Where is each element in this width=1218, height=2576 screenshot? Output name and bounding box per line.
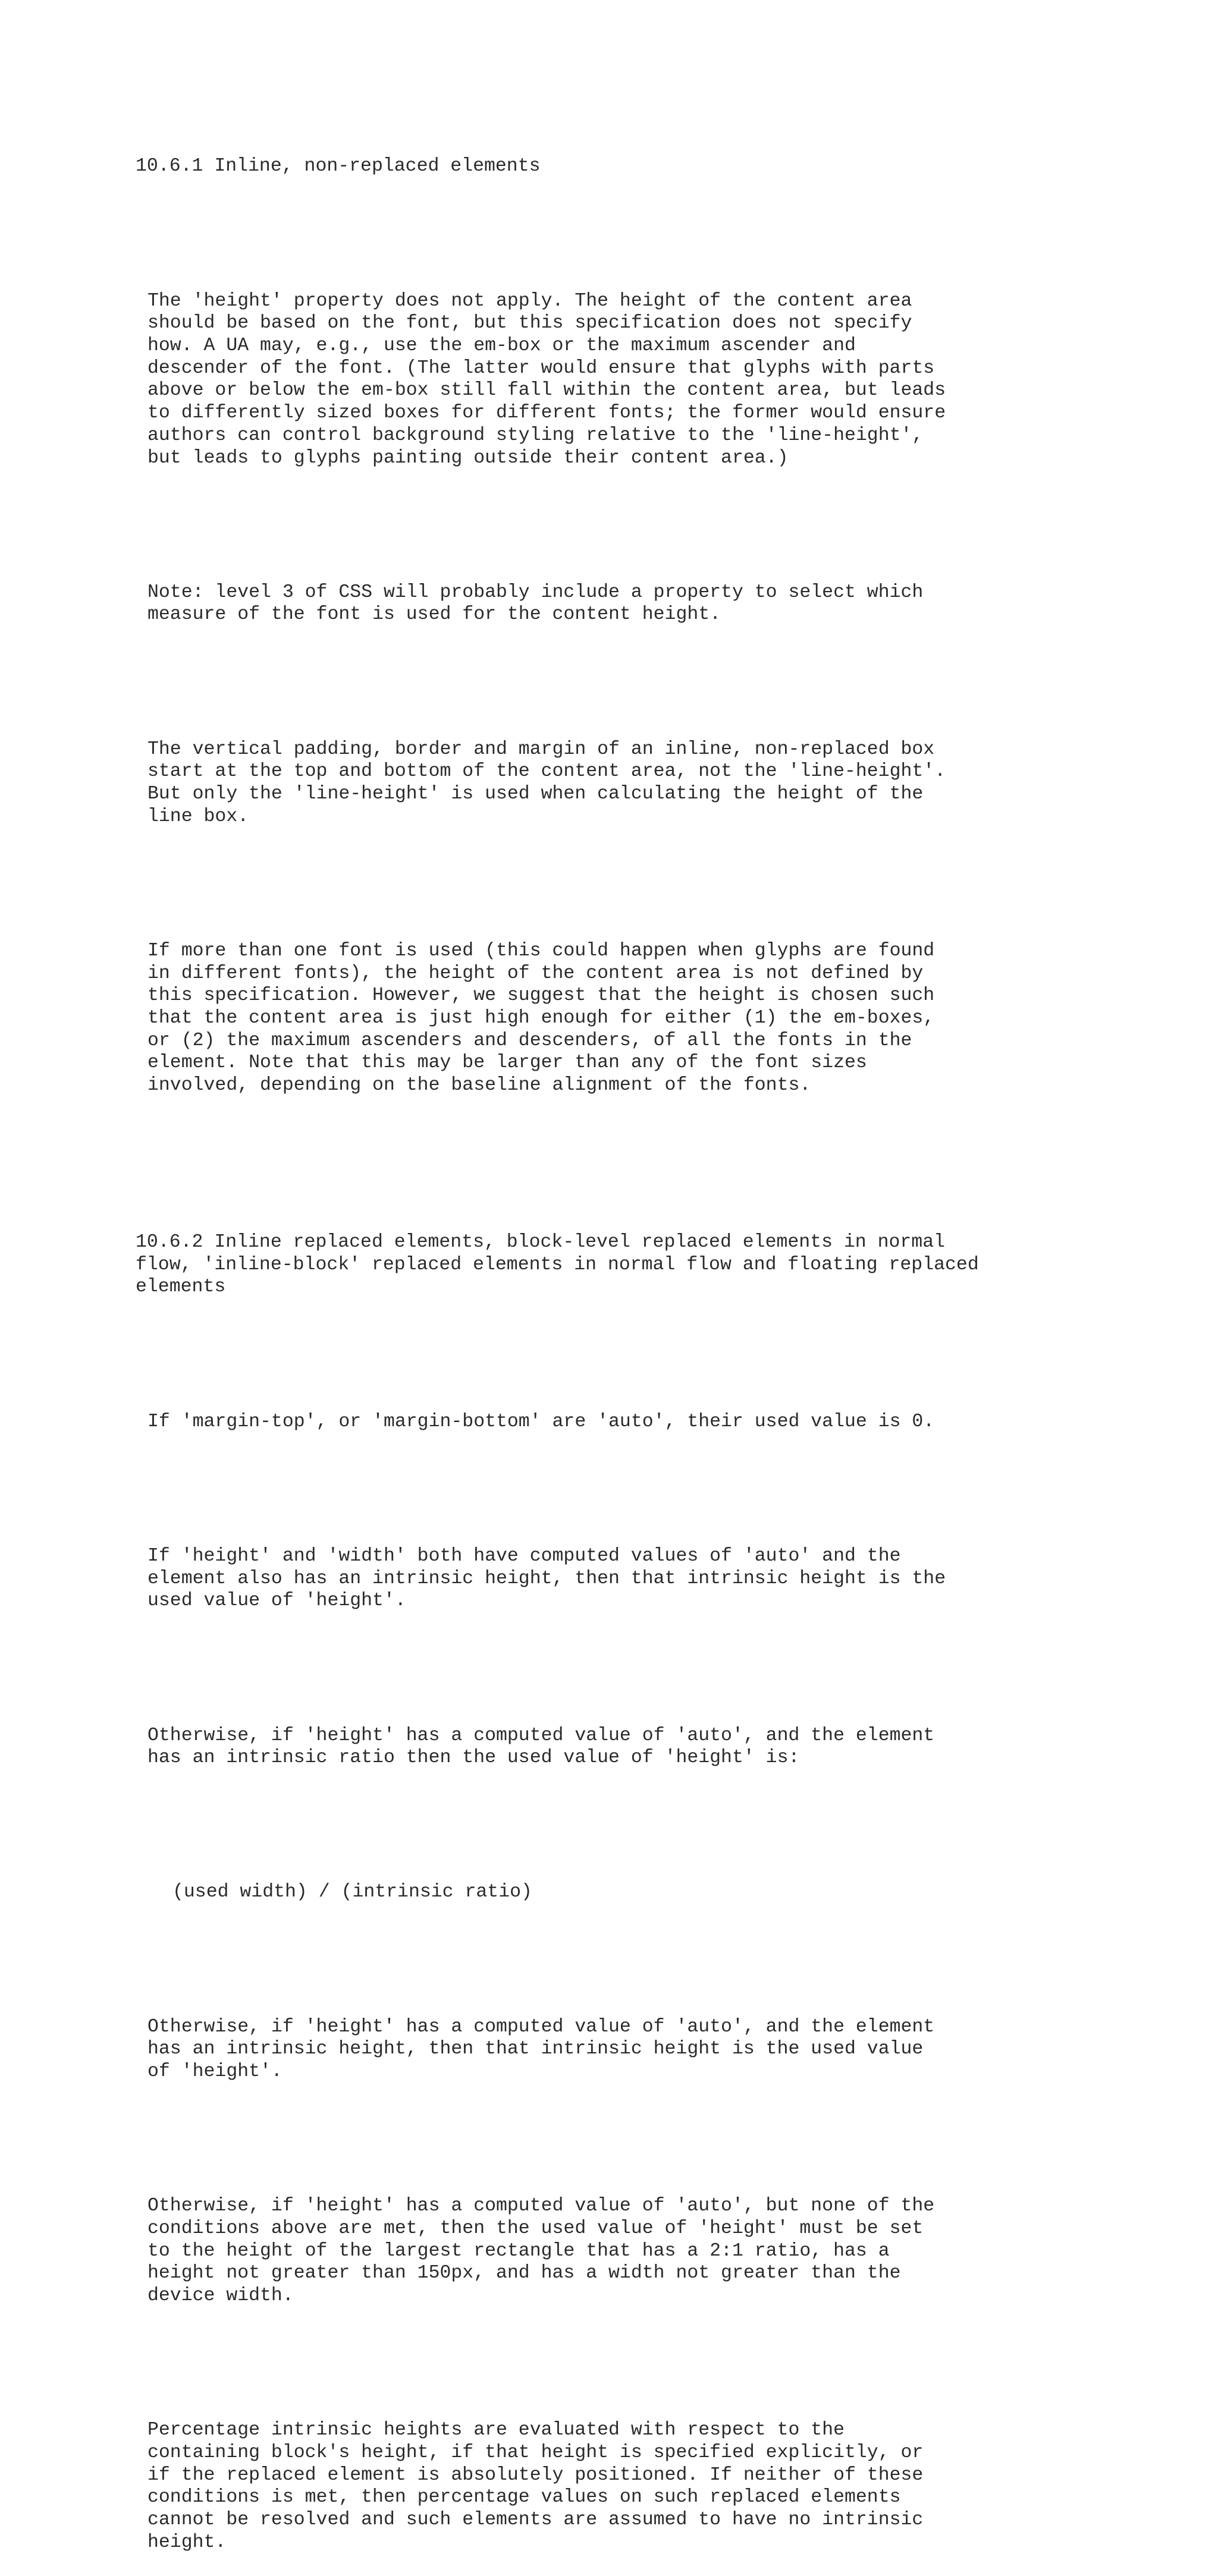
spacer [136,1344,1206,1366]
spacer [136,2352,1206,2374]
spacer [136,2128,1206,2150]
paragraph: If 'height' and 'width' both have computed values of 'auto' and the element also has an intrinsic height, then that intrinsic height is the used value of 'height'. [147,1545,946,1612]
spacer [136,223,1206,246]
paragraph: Otherwise, if 'height' has a computed value of 'auto', and the element has an intrinsic ratio then the used value of 'height' is: [147,1725,935,1769]
paragraph: Otherwise, if 'height' has a computed value of 'auto', but none of the conditions above are met, then the used value of 'height' must be set to the height of the largest rectangle that has a 2:1 ratio, has a height not greater than 150px, and has a width not greater than the device width. [147,2196,935,2307]
paragraph-note: Note: level 3 of CSS will probably include a property to select which measure of the font is used for the content height. [147,581,924,625]
spacer [136,1141,1206,1164]
paragraph: The 'height' property does not apply. The height of the content area should be based on the font, but this specification does not specify how. A UA may, e.g., use the em-box or the maximum ascender and descender of the font. (The latter would ensure that glyphs with parts above or below the em-box still fall within the content area, but leads to differently sized boxes for different fonts; the former would ensure authors can control background styling relative to the 'line-height', but leads to glyphs painting outside their content area.) [147,290,946,468]
spacer [136,1657,1206,1679]
paragraph: Percentage intrinsic heights are evaluated with respect to the containing block's height, if that height is specified explicitly, or if the replaced element is absolutely positioned. If neither of these conditions is met, then percentage values on such replaced elements cannot be resolved and such elements are assumed to have no intrinsic height. [147,2420,924,2553]
spacer [136,514,1206,537]
spacer [136,1949,1206,1971]
spacer [136,671,1206,694]
paragraph: If more than one font is used (this could happen when glyphs are found in different fonts), the height of the content area is not defined by this specification. However, we suggest that the height is chosen such that the content area is just high enough for either (1) the em-boxes, or (2) the maximum ascenders and descenders, of all the fonts in the element. Note that this may be larger than any of the font sizes involved, depending on the baseline alignment of the fonts. [147,940,935,1096]
spacer [136,1814,1206,1836]
section-heading-10-6-1: 10.6.1 Inline, non-replaced elements [136,156,541,177]
spacer [136,1478,1206,1501]
paragraph: Otherwise, if 'height' has a computed value of 'auto', and the element has an intrinsic height, then that intrinsic height is the used value of 'height'. [147,2016,935,2083]
spacer [136,873,1206,895]
paragraph: If 'margin-top', or 'margin-bottom' are 'auto', their used value is 0. [147,1411,935,1432]
document-page [136,111,1206,2576]
paragraph: The vertical padding, border and margin of an inline, non-replaced box start at the top and bottom of the content area, not the 'line-height'. But only the 'line-height' is used when calculating the height of the line box. [147,738,946,827]
section-heading-10-6-2: 10.6.2 Inline replaced elements, block-level replaced elements in normal flow, 'inline-block' replaced elements in normal flow and floating replaced elements [136,1232,979,1298]
height-formula: (used width) / (intrinsic ratio) [172,1882,532,1903]
